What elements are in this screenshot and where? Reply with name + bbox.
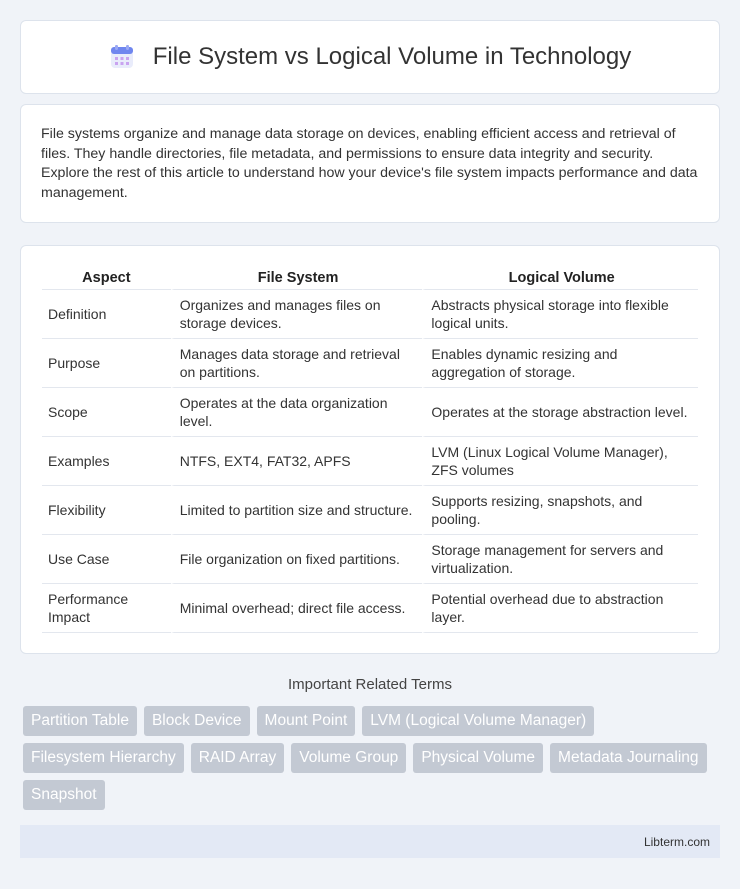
page-title: File System vs Logical Volume in Technology — [152, 43, 632, 70]
file-system-cell: Operates at the data organization level. — [171, 388, 423, 437]
related-terms-list — [23, 706, 723, 810]
logical-volume-cell: LVM (Linux Logical Volume Manager), ZFS volumes — [422, 437, 698, 486]
table-row — [42, 290, 698, 339]
file-system-cell: File organization on fixed partitions. — [171, 535, 423, 584]
file-system-cell: Manages data storage and retrieval on partitions. — [171, 339, 423, 388]
tag-physical-volume[interactable]: Physical Volume — [413, 743, 543, 773]
intro-card — [20, 104, 720, 223]
header-file-system: File System — [171, 266, 423, 290]
aspect-cell: Definition — [42, 290, 171, 339]
tag-volume-group[interactable]: Volume Group — [291, 743, 406, 773]
header-card — [20, 20, 720, 94]
footer — [20, 825, 720, 858]
file-system-cell: Minimal overhead; direct file access. — [171, 584, 423, 633]
intro-paragraph: File systems organize and manage data storage on devices, enabling efficient access and retrieval of files. They handle directories, file metadata, and permissions to ensure data integrity and security. Explore the rest of this article to understand how your device's file system impacts performance and data management. — [41, 126, 698, 201]
comparison-table — [42, 266, 698, 633]
file-system-cell: NTFS, EXT4, FAT32, APFS — [171, 437, 423, 486]
calendar-icon — [109, 44, 135, 70]
aspect-cell: Examples — [42, 437, 171, 486]
table-row — [42, 535, 698, 584]
table-row — [42, 388, 698, 437]
related-terms-title: Important Related Terms — [288, 676, 452, 693]
tag-block-device[interactable]: Block Device — [144, 706, 250, 736]
aspect-cell: Flexibility — [42, 486, 171, 535]
tag-raid-array[interactable]: RAID Array — [191, 743, 285, 773]
tag-filesystem-hierarchy[interactable]: Filesystem Hierarchy — [23, 743, 184, 773]
logical-volume-cell: Operates at the storage abstraction level. — [422, 388, 698, 437]
table-row — [42, 339, 698, 388]
logical-volume-cell: Supports resizing, snapshots, and pooling. — [422, 486, 698, 535]
logical-volume-cell: Enables dynamic resizing and aggregation of storage. — [422, 339, 698, 388]
aspect-cell: Scope — [42, 388, 171, 437]
logical-volume-cell: Storage management for servers and virtualization. — [422, 535, 698, 584]
file-system-cell: Organizes and manages files on storage devices. — [171, 290, 423, 339]
tag-mount-point[interactable]: Mount Point — [257, 706, 356, 736]
file-system-cell: Limited to partition size and structure. — [171, 486, 423, 535]
aspect-cell: Use Case — [42, 535, 171, 584]
footer-brand[interactable]: Libterm.com — [643, 834, 710, 849]
aspect-cell: Purpose — [42, 339, 171, 388]
logical-volume-cell: Abstracts physical storage into flexible logical units. — [422, 290, 698, 339]
table-row — [42, 437, 698, 486]
tag-snapshot[interactable]: Snapshot — [23, 780, 105, 810]
aspect-cell: Performance Impact — [42, 584, 171, 633]
comparison-table-card — [20, 245, 720, 654]
header-logical-volume: Logical Volume — [422, 266, 698, 290]
tag-lvm[interactable]: LVM (Logical Volume Manager) — [362, 706, 594, 736]
table-header-row — [42, 266, 698, 290]
table-row — [42, 584, 698, 633]
table-row — [42, 486, 698, 535]
tag-metadata-journaling[interactable]: Metadata Journaling — [550, 743, 706, 773]
logical-volume-cell: Potential overhead due to abstraction layer. — [422, 584, 698, 633]
header-aspect: Aspect — [42, 266, 171, 290]
tag-partition-table[interactable]: Partition Table — [23, 706, 137, 736]
